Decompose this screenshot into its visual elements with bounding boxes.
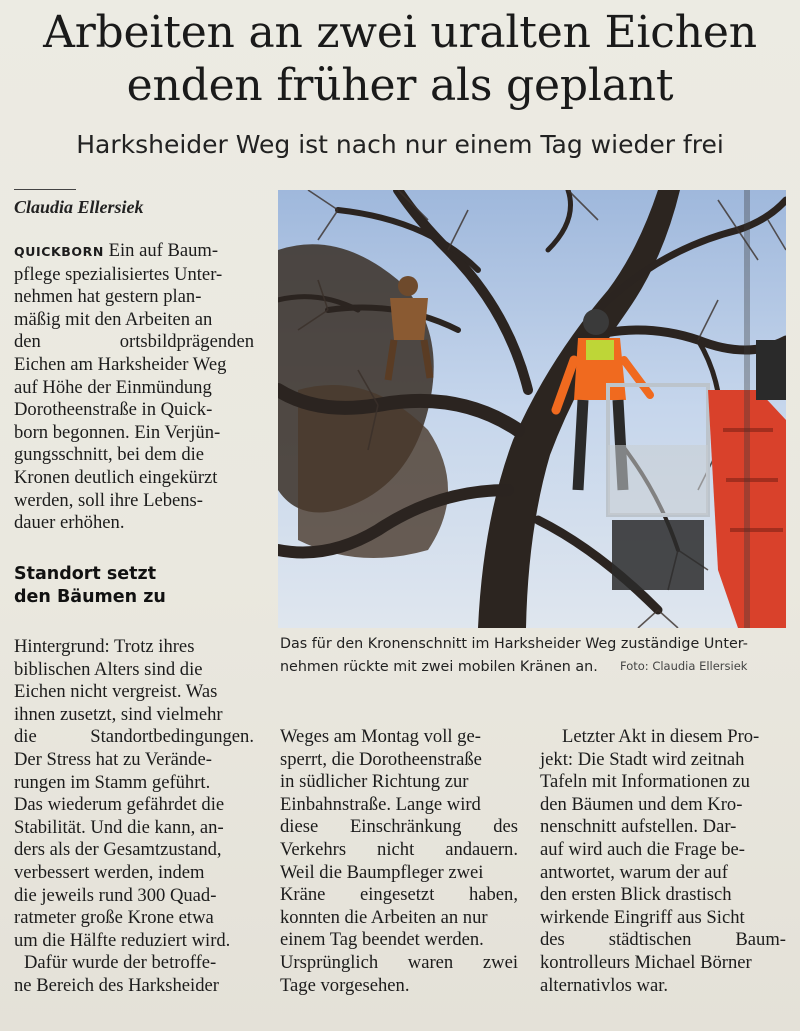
body-line: nenschnitt aufstellen. Dar- <box>540 816 737 838</box>
body-line: diese Einschränkung des <box>280 816 518 838</box>
body-line: verbessert werden, indem <box>14 861 205 883</box>
section-heading-line-2: den Bäumen zu <box>14 587 166 607</box>
body-line: wirkende Eingriff aus Sicht <box>540 906 745 928</box>
body-line: kontrolleurs Michael Börner <box>540 951 752 973</box>
intro-line: mäßig mit den Arbeiten an <box>14 308 213 330</box>
body-line: Weil die Baumpfleger zwei <box>280 861 484 883</box>
body-line: ratmeter große Krone etwa <box>14 907 214 929</box>
intro-line: Ein auf Baum- <box>108 240 219 261</box>
body-line: Der Stress hat zu Verände- <box>14 748 212 770</box>
body-line: Tage vorgesehen. <box>280 974 410 996</box>
dateline: QUICKBORN <box>14 244 104 259</box>
body-line: Eichen nicht vergreist. Was <box>14 681 218 703</box>
caption-line-2: nehmen rückte mit zwei mobilen Kränen an. <box>280 658 598 675</box>
body-line: Das wiederum gefährdet die <box>14 794 225 816</box>
body-line: um die Hälfte reduziert wird. <box>14 929 231 951</box>
body-line: Verkehrs nicht andauern. <box>280 838 518 860</box>
caption-line-1: Das für den Kronenschnitt im Harksheider Weg zuständige Unter- <box>280 636 748 652</box>
article-photo <box>278 190 786 628</box>
body-line: ihnen zusetzt, sind vielmehr <box>14 703 223 725</box>
body-line: alternativlos war. <box>540 974 669 996</box>
section-heading-line-1: Standort setzt <box>14 564 157 584</box>
body-line: auf wird auch die Frage be- <box>540 838 745 860</box>
body-line: Dafür wurde der betroffe- <box>24 952 217 974</box>
body-line: des städtischen Baum- <box>540 929 786 951</box>
byline-rule <box>14 189 76 190</box>
photo-credit: Foto: Claudia Ellersiek <box>620 659 748 673</box>
body-line: die Standortbedingungen. <box>14 726 254 748</box>
intro-line: Eichen am Harksheider Weg <box>14 353 227 375</box>
intro-line: werden, soll ihre Lebens- <box>14 489 203 511</box>
intro-line: dauer erhöhen. <box>14 512 125 534</box>
intro-line: nehmen hat gestern plan- <box>14 286 202 308</box>
body-line: jekt: Die Stadt wird zeitnah <box>540 748 745 770</box>
subheadline: Harksheider Weg ist nach nur einem Tag wieder frei <box>76 130 724 159</box>
body-line: die jeweils rund 300 Quad- <box>14 884 217 906</box>
body-column-3 <box>540 726 786 997</box>
body-line: den ersten Blick drastisch <box>540 884 732 906</box>
body-line: Letzter Akt in diesem Pro- <box>562 726 760 747</box>
body-line: Weges am Montag voll ge- <box>280 726 481 747</box>
intro-line: auf Höhe der Einmündung <box>14 376 212 398</box>
intro-line: gungsschnitt, bei dem die <box>14 444 205 466</box>
intro-line: Kronen deutlich eingekürzt <box>14 466 218 488</box>
body-line: Ursprünglich waren zwei <box>280 951 518 973</box>
byline: Claudia Ellersiek <box>14 197 144 217</box>
tree-crane-photo <box>278 190 786 628</box>
body-line: einem Tag beendet werden. <box>280 929 484 951</box>
intro-line: den ortsbildprägenden <box>14 331 254 353</box>
body-line: sperrt, die Dorotheenstraße <box>280 748 482 770</box>
body-line: Tafeln mit Informationen zu <box>540 771 750 793</box>
headline-line-2: enden früher als geplant <box>126 60 674 111</box>
body-column-2 <box>280 726 518 997</box>
body-line: den Bäumen und dem Kro- <box>540 793 743 815</box>
headline <box>0 6 800 112</box>
intro-line: Dorotheenstraße in Quick- <box>14 399 213 421</box>
body-line: biblischen Alters sind die <box>14 658 203 680</box>
body-column-1 <box>14 636 254 998</box>
headline-line-1: Arbeiten an zwei uralten Eichen <box>43 7 757 58</box>
body-line: rungen im Stamm geführt. <box>14 771 211 793</box>
body-line: in südlicher Richtung zur <box>280 771 469 793</box>
body-line: Stabilität. Und die kann, an- <box>14 816 224 838</box>
intro-paragraph <box>14 240 254 535</box>
body-line: ne Bereich des Harksheider <box>14 974 219 996</box>
body-line: ders als der Gesamtzustand, <box>14 839 222 861</box>
intro-line: born begonnen. Ein Verjün- <box>14 421 221 443</box>
body-line: antwortet, warum der auf <box>540 861 728 883</box>
section-heading <box>14 563 166 609</box>
body-line: Einbahnstraße. Lange wird <box>280 793 481 815</box>
body-line: Kräne eingesetzt haben, <box>280 884 518 906</box>
body-line: Hintergrund: Trotz ihres <box>14 636 195 657</box>
body-line: konnten die Arbeiten an nur <box>280 906 488 928</box>
intro-line: pflege spezialisiertes Unter- <box>14 263 223 285</box>
